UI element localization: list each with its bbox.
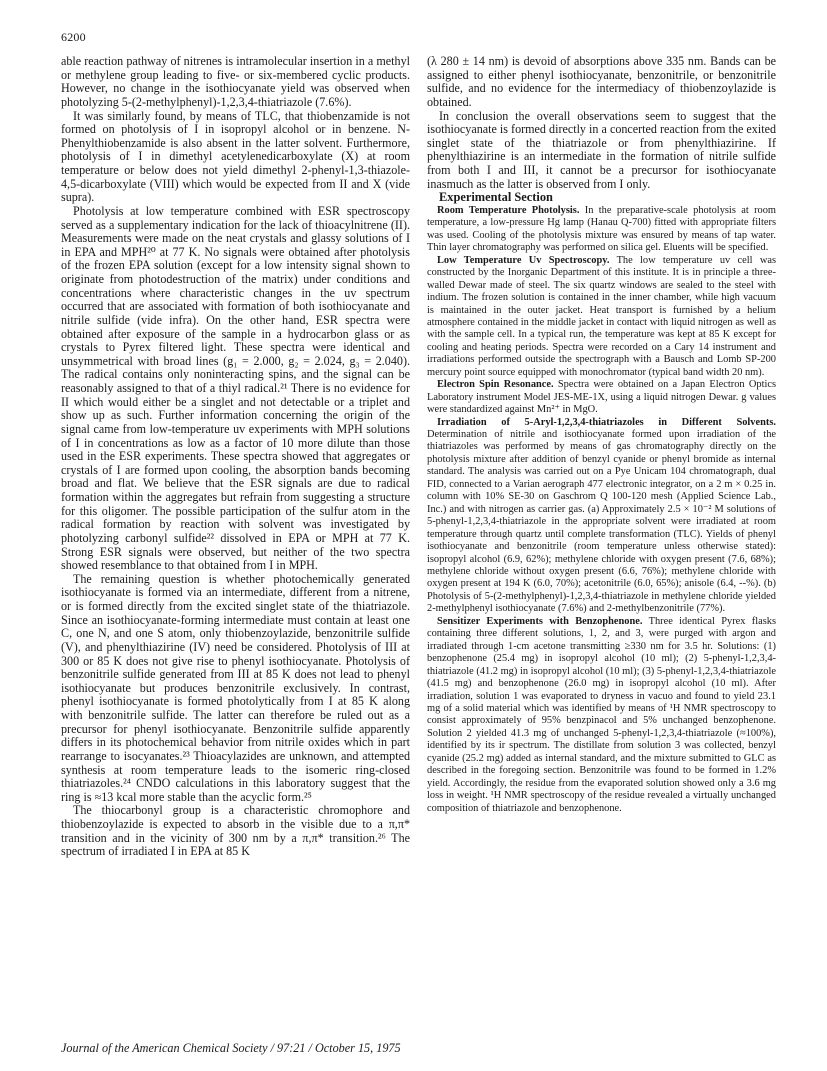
experimental-paragraph bbox=[427, 379, 776, 416]
experimental-paragraph bbox=[427, 205, 776, 255]
experimental-text: Three identical Pyrex flasks containing three different solutions, 1, 2, and 3, were purged with argon and irradiated through 1-cm acetone transmitting ≥330 nm for 3.5 hr. Solutions: (1) benzophenone (25.4 mg) in isopropyl alcohol (10 ml); (2) 5-phenyl-1,2,3,4-thiatriazole (41.2 mg) in isopropyl alcohol (10 ml); (3) 5-phenyl-1,2,3,4-thiatriazole (41.5 mg) and benzophenone (26.0 mg) in isopropyl alcohol (10 ml). After irradiation, solution 1 was evaporated to dryness in vacuo and found to yield 23.1 mg of a solid material which was identified by means of ¹H NMR spectroscopy to consist approximately of 95% benzpinacol and 5% unchanged benzophenone. Solution 2 yielded 41.3 mg of unchanged 5-phenyl-1,2,3,4-thiatriazole (≈100%), identified by its ir spectrum. The distillate from solution 3 was collected, benzyl cyanide (25.2 mg) added as internal standard, and the mixture submitted to GLC as described in the foregoing section. Benzonitrile was found to be formed in 1.2% yield. Accordingly, the residue from the evaporated solution showed only a 3.6 mg loss in weight. ¹H NMR spectroscopy of the residue revealed a virtually unchanged composition of thiatriazole and benzophenone. bbox=[427, 615, 777, 814]
subsection-heading: Room Temperature Photolysis. bbox=[437, 204, 580, 216]
paragraph: It was similarly found, by means of TLC, that thiobenzamide is not formed on photolysis of I in isopropyl alcohol or in benzene. N-Phenylthiobenzamide is also absent in the latter solvent. Furthermore, photolysis of I in dimethyl acetylenedicarboxylate (X) at room temperature or below does not yield dimethyl 2-phenyl-1,3-thiazole-4,5-dicarboxylate (VIII) which would be expected from II and X (vide supra). bbox=[61, 108, 410, 205]
experimental-text: Spectra were obtained on a Japan Electron Optics Laboratory instrument Model JES-ME-1X, using a liquid nitrogen Dewar. g values were standardized against Mn²⁺ in MgO. bbox=[427, 379, 777, 416]
page-number: 6200 bbox=[61, 30, 86, 44]
experimental-paragraph bbox=[427, 616, 776, 815]
subsection-heading: Low Temperature Uv Spectroscopy. bbox=[437, 254, 610, 266]
right-column bbox=[427, 55, 776, 815]
experimental-paragraph bbox=[427, 255, 776, 380]
paragraph: The thiocarbonyl group is a characteristic chromophore and thiobenzoylazide is expected to absorb in the visible due to a π,π* transition and in the vicinity of 300 nm by a π,π* transition.²⁶ The spectrum of irradiated I in EPA at 85 K bbox=[61, 803, 410, 859]
experimental-section bbox=[427, 205, 776, 815]
subsection-heading: Irradiation of 5-Aryl-1,2,3,4-thiatriazoles in Different Solvents. bbox=[437, 416, 776, 428]
journal-footer: Journal of the American Chemical Society / 97:21 / October 15, 1975 bbox=[61, 1041, 401, 1055]
paragraph: (λ 280 ± 14 nm) is devoid of absorptions above 335 nm. Bands can be assigned to either phenyl isothiocyanate, benzonitrile, or benzonitrile sulfide, and no evidence for the intermediacy of thiobenzoylazide is obtained. bbox=[427, 54, 776, 109]
experimental-text: Determination of nitrile and isothiocyanate formed upon irradiation of the thiatriazoles was performed by means of gas chromatography directly on the photolysis mixture after addition of benzyl cyanide or phenyl bromide as internal standard. The analysis was carried out on a Pye Unicam 104 chromatograph, dual FID, connected to a Varian aerograph 477 electronic integrator, on a 2 m × 0.25 in. column with 10% SE-30 on Gaschrom Q 100-120 mesh (Applied Science Lab., Inc.) and with nitrogen as carrier gas. (a) Approximately 2.5 × 10⁻² M solutions of 5-phenyl-1,2,3,4-thiatriazole in the appropriate solvent were irradiated at room temperature through quartz until complete transformation (TLC). Yields of phenyl isothiocyanate and benzonitrile (room temperature unless otherwise stated): isopropyl alcohol (6.9, 62%); methylene chloride with oxygen present (7.6, 68%); methylene chloride without oxygen present (6.6, 76%); methylene chloride with oxygen present at 194 K (6.0, 70%); acetonitrile (6.0, 65%); anisole (6.4, --%). (b) Photolysis of 5-(2-methylphenyl)-1,2,3,4-thiatriazole in methylene chloride yielded 2-methylphenyl isothiocyanate (7.6%) and 2-methylbenzonitrile (77%). bbox=[427, 429, 776, 615]
paragraph: In conclusion the overall observations seem to suggest that the isothiocyanate is formed directly in a concerted reaction from the exited singlet state of the thiatriazole or from phenylthiazirine. If phenylthiazirine is an intermediate in the formation of nitrile sulfide from both I and III, it cannot be a precursor for isothiocyanate inasmuch as the latter is observed from I only. bbox=[427, 108, 776, 191]
subsection-heading: Sensitizer Experiments with Benzophenone. bbox=[437, 615, 643, 627]
left-column bbox=[61, 55, 410, 859]
paragraph: Photolysis at low temperature combined with ESR spectroscopy served as a supplementary indication for the lack of thioacylnitrene (II). Measurements were made on the neat crystals and glassy solutions of I in EPA and MPH²⁰ at 77 K. No signals were obtained after photolysis of the frozen EPA solution (except for a low intensity signal shown to originate from photodestruction of the matrix) under conditions and concentrations where characteristic changes in the uv spectrum occurred that are associated with formation of both isothiocyanate and nitrile sulfide (vide infra). On the other hand, ESR spectra were obtained after exposure of the sample in a hydrocarbon glass or as crystals to Pyrex filtered light. These spectra were identical and unsymmetrical with broad lines (g₁ = 2.000, g₂ = 2.024, g₃ = 2.040). The radical contains only noninteracting spins, and the signal can be reasonably assigned to that of a thiyl radical.²¹ There is no evidence for II which would either be a singlet and not detectable or a triplet and show up as such. Further information concerning the origin of the signal came from low-temperature uv experiments with MPH solutions of I in concentrations as low as a factor of 10 more dilute than those used in the ESR experiments. These spectra showed that aggregates or crystals of I are formed upon cooling, the absorption bands becoming broad and flat. We believe that the ESR signals are due to radical formation within the aggregates but refrain from suggesting a structure for this oligomer. The possible participation of the sulfur atom in the radical formation by reaction with solvent was investigated by photolyzing carbonyl sulfide²² dissolved in EPA or MPH at 77 K. Strong ESR signals were observed, but neither of the two spectra showed resemblance to that obtained from I in MPH. bbox=[61, 203, 410, 573]
subsection-heading: Electron Spin Resonance. bbox=[437, 379, 554, 391]
experimental-text: In the preparative-scale photolysis at room temperature, a low-pressure Hg lamp (Hanau Q-700) fitted with appropriate filters was used. Cooling of the photolysis mixture was ensured by means of tap water. Thin layer chromatography was performed on silica gel. Eluents will be specified. bbox=[427, 204, 777, 254]
paragraph: able reaction pathway of nitrenes is intramolecular insertion in a methyl or methylene group leading to five- or six-membered cyclic products. However, no change in the isothiocyanate yield was observed when photolyzing 5-(2-methylphenyl)-1,2,3,4-thiatriazole (7.6%). bbox=[61, 54, 410, 109]
experimental-text: The low temperature uv cell was constructed by the Inorganic Department of this institute. It is in principle a three-walled Dewar made of steel. The six quartz windows are sealed to the steel with indium. The frozen solution is contained in the inner chamber, while high vacuum is maintained in the outer jacket. Heat transport is furnished by a helium atmosphere contained in the middle jacket in contact with liquid nitrogen as well as with the sample cell. In a typical run, the temperature was kept at 85 K except for cooling and heating periods. Spectra were recorded on a Cary 14 instrument and irradiations performed outside the spectrograph with a Bausch and Lomb SP-200 mercury point source equipped with monochromator (typical band width 20 nm). bbox=[427, 254, 776, 378]
section-heading: Experimental Section bbox=[439, 190, 553, 205]
experimental-paragraph bbox=[427, 417, 776, 616]
paragraph: The remaining question is whether photochemically generated isothiocyanate is formed via an intermediate, different from a nitrene, or is formed directly from the excited singlet state of the thiatriazole. Since an isothiocyanate-forming intermediate must contain at least one C, one N, and one S atom, only thiobenzoylazide, benzonitrile sulfide (V), and phenylthiazirine (IV) need be considered. Photolysis of III at 300 or 85 K does not give rise to phenyl isothiocyanate. Photolysis of benzonitrile sulfide generated from III at 85 K does not lead to phenyl isothiocyanate but produces benzonitrile exclusively. In contrast, phenyl isothiocyanate is formed photolytically from I at 85 K along with benzonitrile sulfide. The latter can therefore be ruled out as a precursor for phenyl isothiocyanate. Benzonitrile sulfide apparently differs in its photochemical behavior from nitrile oxides which in part rearrange to isocyanates.²³ Thioacylazides are unknown, and attempted synthesis at room temperature leads to the isomeric ring-closed thiatriazoles.²⁴ CNDO calculations in this laboratory suggest that the ring is ≈13 kcal more stable than the acyclic form.²⁵ bbox=[61, 571, 410, 804]
